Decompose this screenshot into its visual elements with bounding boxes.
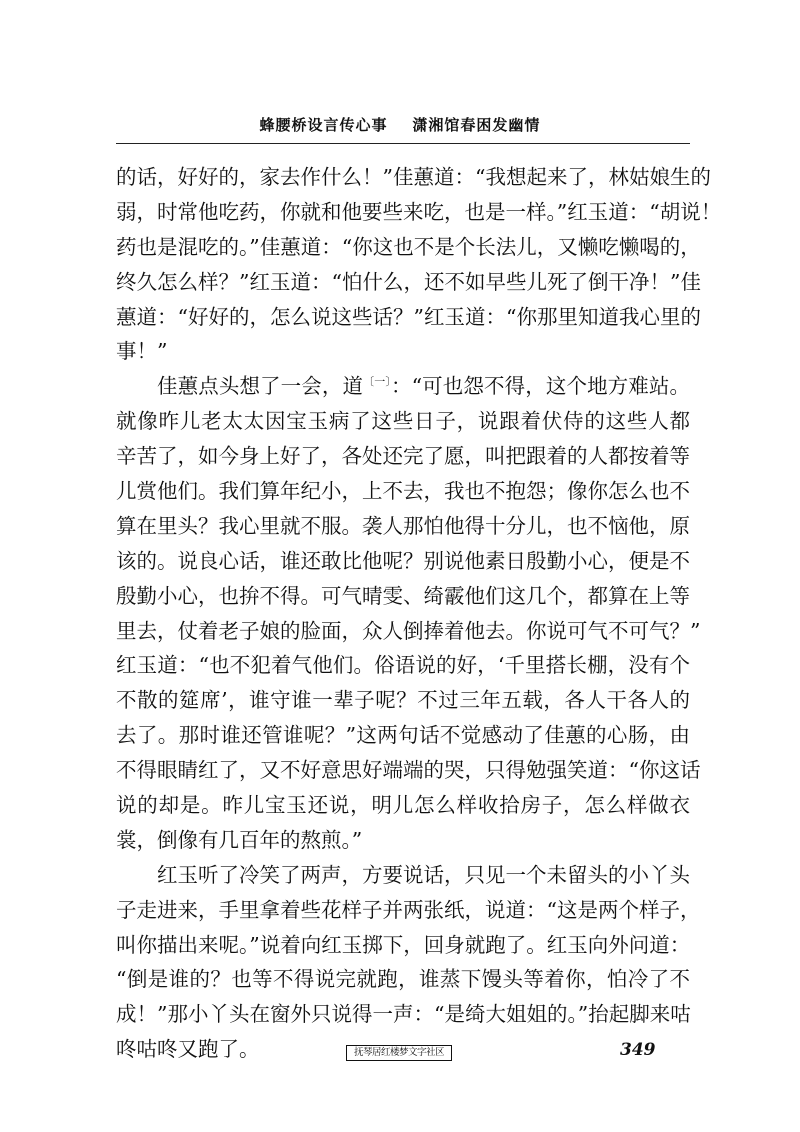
text-line: 红玉道：“也不犯着气他们。俗语说的好，‘千里搭长棚，没有个 <box>116 653 690 678</box>
text-line: 叫你描出来呢。”说着向红玉掷下，回身就跑了。红玉向外问道： <box>116 932 691 957</box>
text-line: “倒是谁的？也等不得说完就跑，谁蒸下馒头等着你，怕冷了不 <box>116 967 690 992</box>
line-segment: 佳蕙点头想了一会，道 <box>157 374 364 399</box>
text-line: 蕙道：“好好的，怎么说这些话？”红玉道：“你那里知道我心里的 <box>116 304 701 329</box>
text-line: 药也是混吃的。”佳蕙道：“你这也不是个长法儿，又懒吃懒喝的， <box>116 234 701 259</box>
text-line: 不得眼睛红了，又不好意思好端端的哭，只得勉强笑道：“你这话 <box>116 758 701 783</box>
paragraph-start-line: 红玉听了冷笑了两声，方要说话，只见一个未留头的小丫头 <box>157 862 690 887</box>
body-text <box>116 160 722 1067</box>
text-line: 里去，仗着老子娘的脸面，众人倒捧着他去。你说可气不可气？” <box>116 618 701 643</box>
line-segment: ：“可也怨不得，这个地方难站。 <box>390 374 691 399</box>
text-line: 算在里头？我心里就不服。袭人那怕他得十分儿，也不恼他，原 <box>116 513 690 538</box>
watermark-stamp: 抚琴居红楼梦文字社区 <box>346 1045 452 1061</box>
text-line: 终久怎么样？”红玉道：“怕什么，还不如早些儿死了倒干净！”佳 <box>116 269 701 294</box>
paragraph-end-line: 咚咕咚又跑了。 <box>116 1037 260 1062</box>
text-line: 不散的筵席’，谁守谁一辈子呢？不过三年五载，各人干各人的 <box>116 688 690 713</box>
header-rule <box>116 143 690 144</box>
text-line: 辛苦了，如今身上好了，各处还完了愿，叫把跟着的人都按着等 <box>116 444 690 469</box>
text-line: 子走进来，手里拿着些花样子并两张纸，说道：“这是两个样子， <box>116 897 701 922</box>
paragraph-end-line: 裳，倒像有几百年的熬煎。” <box>116 827 363 852</box>
text-line: 该的。说良心话，谁还敢比他呢？别说他素日殷勤小心，便是不 <box>116 548 690 573</box>
page-number: 349 <box>620 1040 656 1060</box>
text-line: 殷勤小心，也拚不得。可气晴雯、绮霰他们这几个，都算在上等 <box>116 583 690 608</box>
paragraph-start-line <box>116 369 690 404</box>
text-line: 弱，时常他吃药，你就和他要些来吃，也是一样。”红玉道：“胡说！ <box>116 199 722 224</box>
paragraph-end-line: 事！” <box>116 339 168 364</box>
text-line: 儿赏他们。我们算年纪小，上不去，我也不抱怨；像你怎么也不 <box>116 479 690 504</box>
text-line: 成！”那小丫头在窗外只说得一声：“是绮大姐姐的。”抬起脚来咕 <box>116 1002 691 1027</box>
text-line: 说的却是。昨儿宝玉还说，明儿怎么样收拾房子，怎么样做衣 <box>116 793 690 818</box>
text-line: 的话，好好的，家去作什么！”佳蕙道：“我想起来了，林姑娘生的 <box>116 165 711 189</box>
text-line: 去了。那时谁还管谁呢？”这两句话不觉感动了佳蕙的心肠，由 <box>116 723 690 748</box>
footnote-marker: 〔一〕 <box>363 375 391 389</box>
text-line: 就像昨儿老太太因宝玉病了这些日子，说跟着伏侍的这些人都 <box>116 409 690 434</box>
running-header: 蜂腰桥设言传心事 潇湘馆春困发幽情 <box>259 116 541 134</box>
